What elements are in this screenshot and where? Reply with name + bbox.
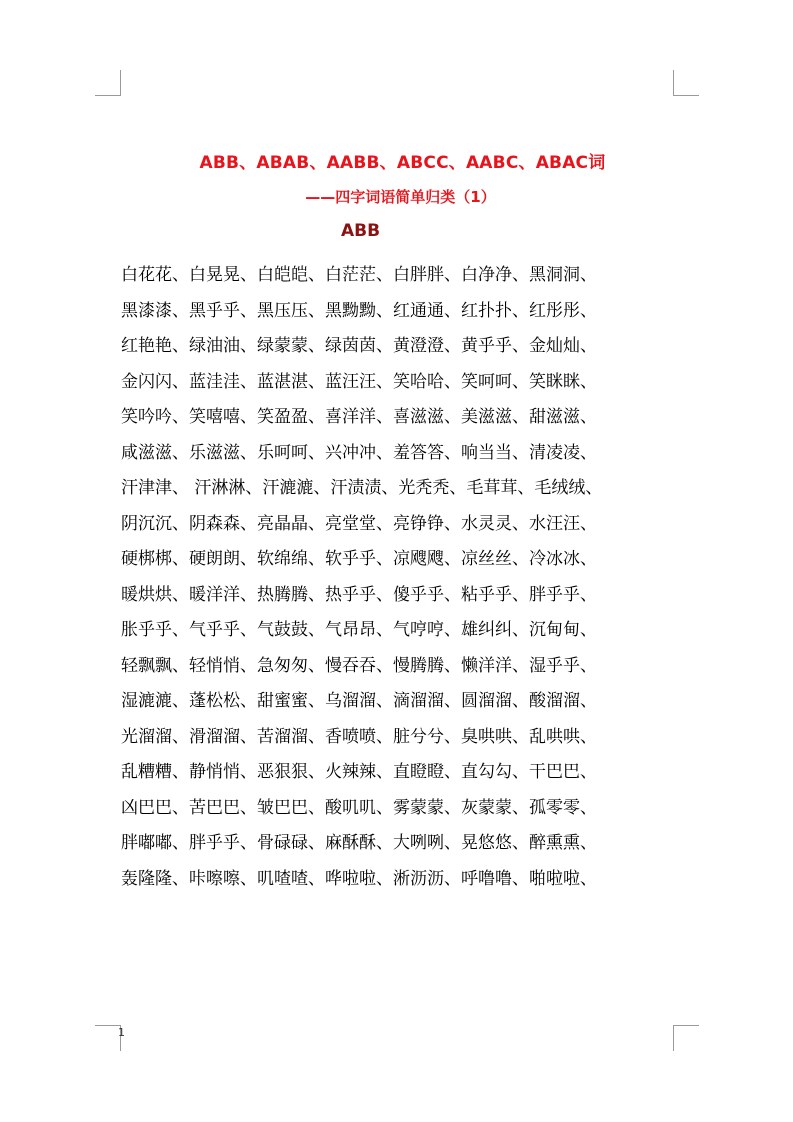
page-number: 1 <box>118 1026 125 1039</box>
word-line: 暖烘烘、暖洋洋、热腾腾、热乎乎、傻乎乎、粘乎乎、胖乎乎、 <box>121 584 597 605</box>
word-line: 轻飘飘、轻悄悄、急匆匆、慢吞吞、慢腾腾、懒洋洋、湿乎乎、 <box>121 655 597 676</box>
word-line: 乱糟糟、静悄悄、恶狠狠、火辣辣、直瞪瞪、直勾勾、干巴巴、 <box>121 762 597 782</box>
crop-mark-top-left-v <box>120 70 121 96</box>
word-list <box>121 258 641 897</box>
word-line: 光溜溜、滑溜溜、苦溜溜、香喷喷、脏兮兮、臭哄哄、乱哄哄、 <box>121 726 597 747</box>
word-line: 凶巴巴、苦巴巴、皱巴巴、酸叽叽、雾蒙蒙、灰蒙蒙、孤零零、 <box>121 797 597 818</box>
word-line: 笑吟吟、笑嘻嘻、笑盈盈、喜洋洋、喜滋滋、美滋滋、甜滋滋、 <box>121 407 597 427</box>
word-line: 咸滋滋、乐滋滋、乐呵呵、兴冲冲、羞答答、响当当、清凌凌、 <box>121 442 597 463</box>
word-line: 阴沉沉、阴森森、亮晶晶、亮堂堂、亮铮铮、水灵灵、水汪汪、 <box>121 513 597 534</box>
word-line: 金闪闪、蓝洼洼、蓝湛湛、蓝汪汪、笑哈哈、笑呵呵、笑眯眯、 <box>121 371 597 392</box>
word-line: 汗津津、 汗淋淋、汗漉漉、汗渍渍、光秃秃、毛茸茸、毛绒绒、 <box>121 478 603 498</box>
word-line: 黑漆漆、黑乎乎、黑压压、黑黝黝、红通通、红扑扑、红彤彤、 <box>121 300 597 321</box>
crop-mark-bottom-right-v <box>673 1025 674 1051</box>
word-line: 红艳艳、绿油油、绿蒙蒙、绿茵茵、黄澄澄、黄乎乎、金灿灿、 <box>121 336 597 356</box>
word-line: 轰隆隆、咔嚓嚓、叽喳喳、哗啦啦、淅沥沥、呼噜噜、啪啦啦、 <box>121 868 597 889</box>
word-line: 胀乎乎、气乎乎、气鼓鼓、气昂昂、气哼哼、雄纠纠、沉甸甸、 <box>121 620 597 640</box>
document-title: ABB、ABAB、AABB、ABCC、AABC、ABAC词 <box>199 153 606 173</box>
crop-mark-top-right-h <box>673 95 699 96</box>
word-line: 胖嘟嘟、胖乎乎、骨碌碌、麻酥酥、大咧咧、晃悠悠、醉熏熏、 <box>121 833 597 853</box>
word-line: 湿漉漉、蓬松松、甜蜜蜜、乌溜溜、滴溜溜、圆溜溜、酸溜溜、 <box>121 691 597 711</box>
section-heading: ABB <box>340 221 381 241</box>
word-line: 白花花、白晃晃、白皑皑、白茫茫、白胖胖、白净净、黑洞洞、 <box>121 265 597 285</box>
word-line: 硬梆梆、硬朗朗、软绵绵、软乎乎、凉飕飕、凉丝丝、冷冰冰、 <box>121 549 597 569</box>
document-subtitle: ——四字词语简单归类（1） <box>305 188 496 206</box>
crop-mark-top-right-v <box>673 70 674 96</box>
crop-mark-bottom-right-h <box>673 1025 699 1026</box>
crop-mark-top-left-h <box>95 95 121 96</box>
